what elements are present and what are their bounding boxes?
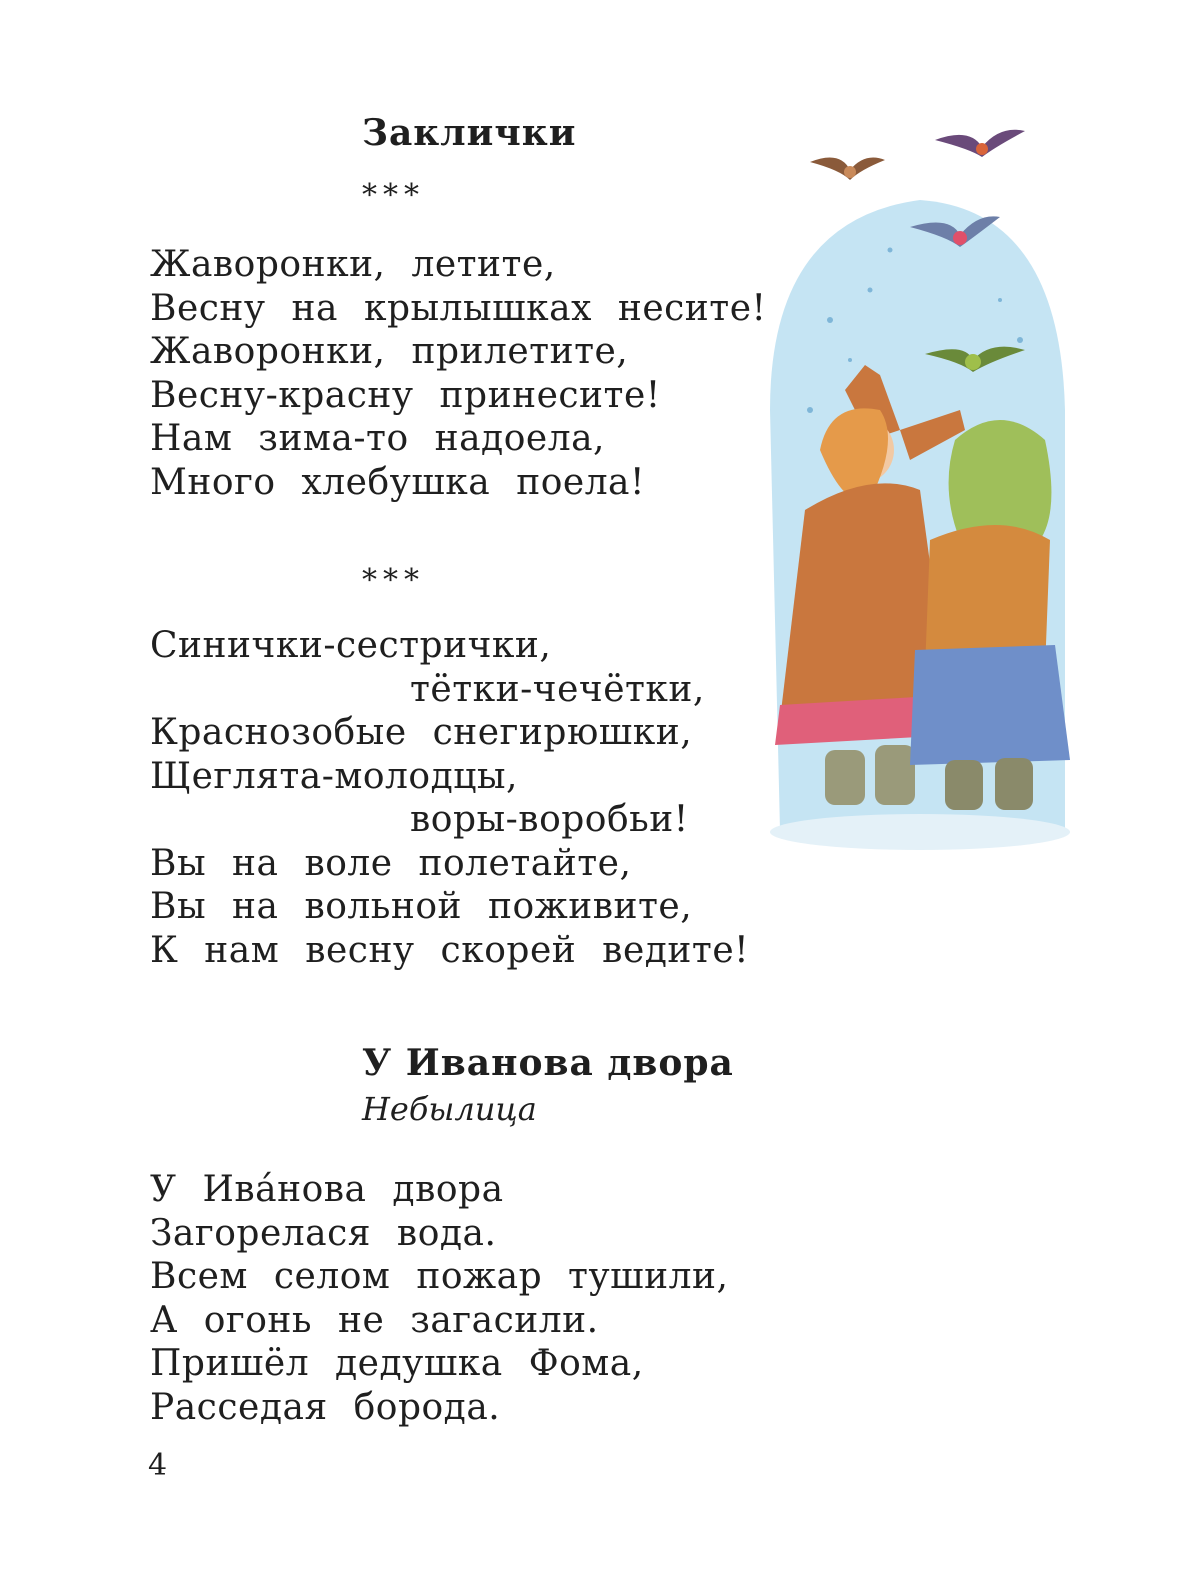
poem-ivanova-dvora bbox=[150, 1168, 728, 1429]
poem-line: Всем селом пожар тушили, bbox=[150, 1256, 729, 1297]
poem-line: Весну на крылышках несите! bbox=[150, 287, 767, 329]
poem-line: Нам зима-то надоела, bbox=[150, 418, 605, 459]
poem-line: Краснозобые снегирюшки, bbox=[150, 712, 693, 753]
poem-sinichki bbox=[150, 624, 749, 972]
poem-line: Жаворонки, прилетите, bbox=[150, 331, 629, 372]
poem-line: Жаворонки, летите, bbox=[150, 244, 556, 285]
illustration-girls-with-birds bbox=[750, 110, 1090, 850]
poem-line: Весну-красну принесите! bbox=[150, 374, 661, 416]
poem-line: Вы на вольной поживите, bbox=[150, 886, 693, 927]
stanza-separator: *** bbox=[362, 178, 425, 213]
poem-line: тётки-чечётки, bbox=[410, 668, 705, 710]
stanza-separator: *** bbox=[362, 563, 425, 598]
poem-line: Синички-сестрички, bbox=[150, 625, 552, 666]
poem-zhavoronki bbox=[150, 243, 766, 504]
section-subtitle: Небылица bbox=[362, 1090, 537, 1128]
poem-line: Пришёл дедушка Фома, bbox=[150, 1343, 644, 1384]
section-title-ivanova-dvora: У Иванова двора bbox=[362, 1042, 734, 1084]
poem-line: воры-воробьи! bbox=[410, 799, 689, 840]
poem-line: Загорелася вода. bbox=[150, 1212, 497, 1254]
snow-ground bbox=[770, 814, 1070, 850]
poem-line: Много хлебушка поела! bbox=[150, 461, 645, 503]
bird-icon bbox=[810, 158, 885, 181]
poem-line: У Ивáнова двора bbox=[150, 1169, 504, 1210]
poem-line: Вы на воле полетайте, bbox=[150, 842, 632, 884]
page-number: 4 bbox=[148, 1448, 168, 1483]
poem-line: Щеглята-молодцы, bbox=[150, 755, 518, 797]
poem-line: Расседая борода. bbox=[150, 1386, 501, 1428]
bird-icon bbox=[935, 130, 1025, 157]
poem-line: К нам весну скорей ведите! bbox=[150, 929, 750, 971]
section-title-zaklichki: Заклички bbox=[362, 112, 577, 154]
poem-line: А огонь не загасили. bbox=[150, 1299, 599, 1341]
